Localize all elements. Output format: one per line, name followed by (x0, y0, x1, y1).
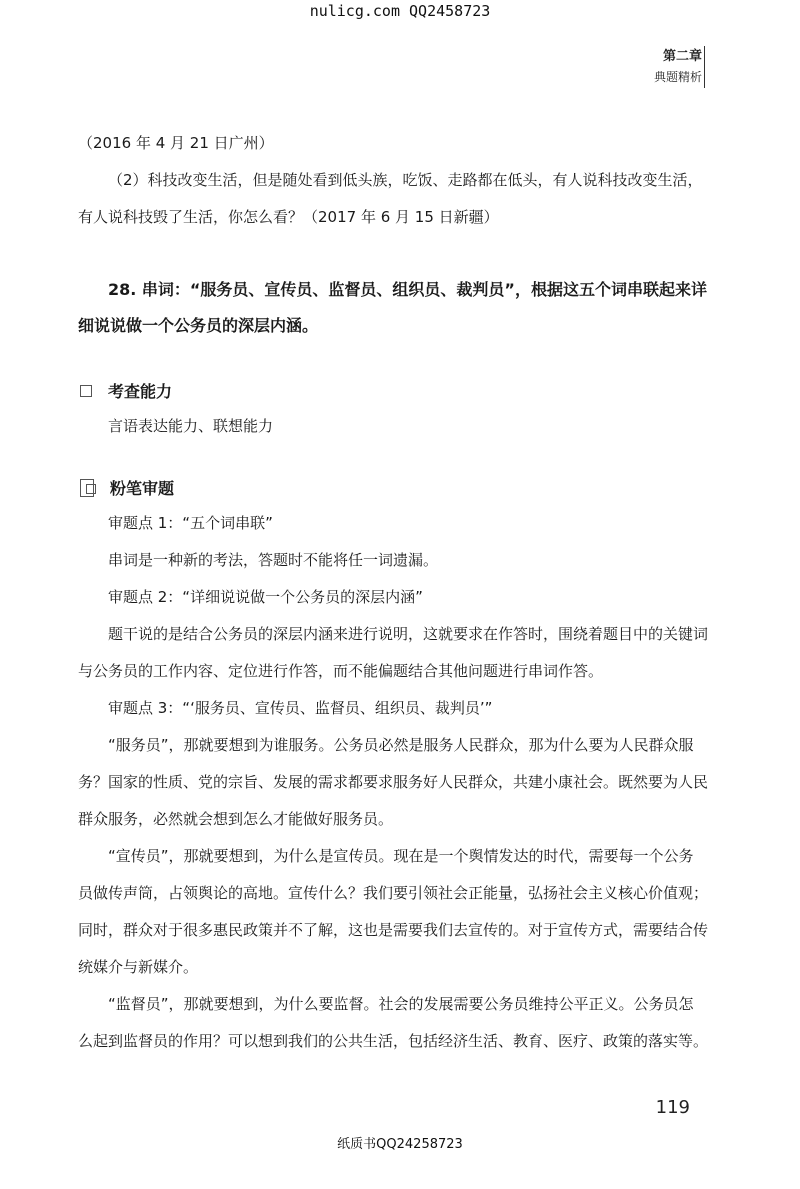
page-number: 119 (655, 1097, 690, 1118)
header-divider (704, 46, 705, 88)
square-icon (80, 385, 92, 397)
section-review-title: 粉笔审题 (110, 478, 175, 498)
paragraph-supervisor: “监督员”，那就要想到，为什么要监督。社会的发展需要公务员维持公平正义。公务员怎么起到监督员的作用？可以想到我们的公共生活，包括经济生活、教育、医疗、政策的落实等。 (78, 995, 709, 1050)
section-ability (78, 374, 708, 408)
date-location-line: （2016 年 4 月 21 日广州） (78, 134, 274, 152)
question-28: 28. 串词：“服务员、宣传员、监督员、组织员、裁判员”，根据这五个词串联起来详细说说做一个公务员的深层内涵。 (78, 280, 707, 335)
chapter-label: 第二章 (662, 49, 702, 64)
paragraph-publicity: “宣传员”，那就要想到，为什么是宣传员。现在是一个舆情发达的时代，需要每一个公务员做传声筒，占领舆论的高地。宣传什么？我们要引领社会正能量，弘扬社会主义核心价值观；同时，群众对于很多惠民政策并不了解，这也是需要我们去宣传的。对于宣传方式，需要结合传统媒介与新媒介。 (78, 847, 709, 976)
paragraph-service: “服务员”，那就要想到为谁服务。公务员必然是服务人民群众，那为什么要为人民群众服务？国家的性质、党的宗旨、发展的需求都要求服务好人民群众，共建小康社会。既然要为人民群众服务，必然就会想到怎么才能做好服务员。 (78, 736, 709, 828)
question-item-2: （2）科技改变生活，但是随处看到低头族，吃饭、走路都在低头，有人说科技改变生活，有人说科技毁了生活，你怎么看？（2017 年 6 月 15 日新疆） (78, 171, 703, 226)
section-label: 典题精析 (653, 70, 702, 84)
page-content (78, 125, 708, 1060)
running-head (654, 47, 702, 87)
review-point-1-body: 串词是一种新的考法，答题时不能将任一词遗漏。 (108, 551, 439, 569)
bottom-watermark: 纸质书QQ24258723 (337, 1137, 463, 1152)
review-point-2-title: 审题点 2：“详细说说做一个公务员的深层内涵” (108, 588, 423, 606)
top-watermark: nulicg.com QQ2458723 (309, 2, 491, 20)
section-ability-body: 言语表达能力、联想能力 (108, 417, 274, 435)
review-point-3-title: 审题点 3：“‘服务员、宣传员、监督员、组织员、裁判员’” (108, 699, 493, 717)
overlapping-squares-icon (80, 479, 94, 497)
review-point-2-body: 题干说的是结合公务员的深层内涵来进行说明，这就要求在作答时，围绕着题目中的关键词与公务员的工作内容、定位进行作答，而不能偏题结合其他问题进行串词作答。 (78, 625, 709, 680)
review-point-1-title: 审题点 1：“五个词串联” (108, 514, 273, 532)
section-review (78, 471, 708, 505)
section-ability-title: 考查能力 (108, 381, 173, 401)
